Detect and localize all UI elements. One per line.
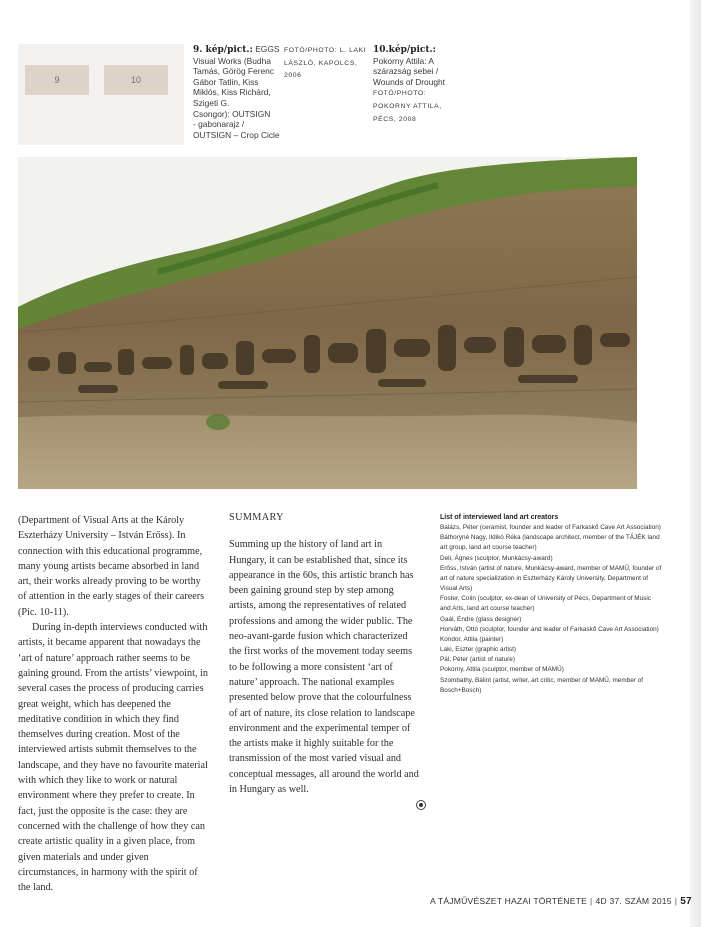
summary-heading: SUMMARY (229, 512, 284, 523)
ground (18, 415, 637, 489)
body-column-1 (18, 513, 208, 895)
paragraph-2: During in-depth interviews conducted with artists, it became apparent that nowadays the ‘art of nature’ approach rather seems to be gaining ground. From the artists’ viewpoint, in several cases the process of producing carries great weight, which has deepened the meditative condition in which they find themselves during creation. Most of the interviewed artists submit themselves to the landscape, and they have no favourite material with which they like to work or natural environment where they prefer to create. In fact, just the opposite is the case: they are concerned with the challenge of how they can create artistic quality in a given place, from given materials and under given circumstances, in harmony with the spirit of the land. (18, 622, 208, 894)
list-item: Erőss, István (artist of nature, Munkácsy-award, member of MAMŰ, founder of art of nature specialization in Eszterházy Károly University, Department of Visual Arts) (440, 564, 662, 593)
paragraph-1: (Department of Visual Arts at the Károly Eszterházy University – István Erőss). In connection with this educational programme, many young artists became absorbed in land art, their works already proving to be worthy of attention in the early stages of their careers (Pic. 10-11). (18, 515, 205, 618)
thumbnail-9: 9 (25, 65, 89, 95)
creators-list (440, 513, 662, 696)
page-footer: A TÁJMŰVÉSZET HAZAI TÖRTÉNETE | 4D 37. SZÁM 2015 | 57 (430, 896, 692, 907)
list-item: Horváth, Ottó (sculptor, founder and leader of Farkaskő Cave Art Association) (440, 625, 659, 633)
summary-column (229, 510, 421, 797)
list-item: Balázs, Péter (ceramist, founder and leader of Farkaskő Cave Art Association) (440, 524, 661, 532)
summary-text: Summing up the history of land art in Hungary, it can be established that, since its appearance in the 60s, this artistic branch has been gaining ground step by step among artists, among the representatives of related professions and among the wider public. The neo-avant-garde fusion which characterized the first works of the movement today seems to be following a more consistent ‘art of nature’ approach. The national examples presented below prove that the colourfulness of art of nature, its close relation to landscape environment and the experimental temper of the artists make it highly suitable for the transmission of the most varied visual and conceptual messages, all around the world and in Hungary as well. (229, 539, 419, 796)
list-item: Báthoryné Nagy, Ildikó Réka (landscape architect, member of the TÁJÉK land art group, land art course teacher) (440, 534, 660, 552)
caption-9: 9. kép/pict.: EGGS Visual Works (Budha Tamás, Görög Ferenc Gábor Tatlin, Kiss Miklós, Kiss Richárd, Szigeti G. Csongor): OUTSIGN - gabonarajz / OUTSIGN – Crop Cicle (193, 44, 280, 140)
page-number: 57 (680, 896, 692, 907)
list-item: Pál, Péter (artist of nature) (440, 656, 515, 664)
list-item: Foster, Colin (sculptor, ex-dean of University of Pécs, Department of Music and Arts, land art course teacher) (440, 595, 651, 613)
list-item: Szombathy, Bálint (artist, writer, art critic, member of MAMŰ, member of Bosch+Bosch) (440, 676, 644, 694)
list-item: Kondor, Attila (painter) (440, 635, 504, 643)
end-mark-icon (416, 800, 426, 810)
list-item: Deli, Ágnes (sculptor, Munkácsy-award) (440, 554, 553, 562)
land-art-photo (18, 157, 637, 489)
caption-9-heading: 9. kép/pict.: (193, 45, 253, 55)
caption-9-line: EGGS (255, 44, 280, 54)
list-item: Pokorny, Attila (sculptor, member of MAMŰ) (440, 666, 564, 674)
photo-credit-9: FOTÓ/PHOTO: L. LAKI LÁSZLÓ, KAPOLCS, 2006 (284, 47, 367, 80)
caption-10: 10.kép/pict.: Pokorny Attila: A szárazság sebei / Wounds of Drought FOTÓ/PHOTO: POKORNY ATTILA, PÉCS, 2008 (373, 45, 446, 123)
page-edge (690, 0, 701, 927)
creators-title: List of interviewed land art creators (440, 514, 559, 521)
thumbnail-10: 10 (104, 65, 168, 95)
footer-journal: A TÁJMŰVÉSZET HAZAI TÖRTÉNETE (430, 896, 588, 906)
thumbnail-panel (18, 44, 184, 145)
footer-issue: 4D 37. SZÁM 2015 (595, 896, 672, 906)
list-item: Laki, Eszter (graphic artist) (440, 646, 517, 654)
caption-10-heading: 10.kép/pict.: (373, 45, 437, 55)
list-item: Gaál, Endre (glass designer) (440, 615, 522, 623)
